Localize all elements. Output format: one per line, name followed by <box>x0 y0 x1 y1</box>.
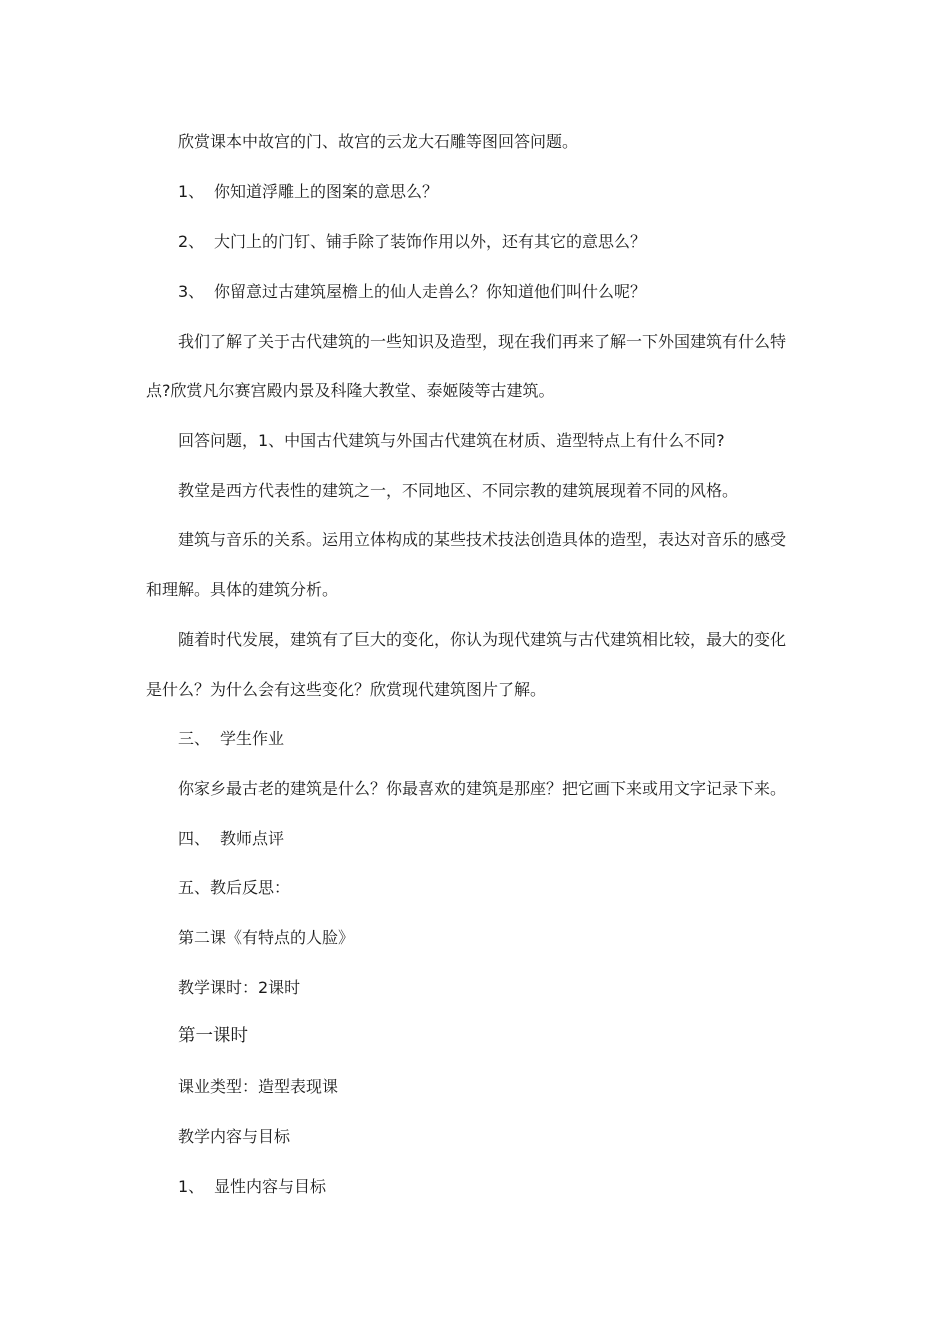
section-title: 学生作业 <box>220 729 285 748</box>
paragraph-music-line2: 和理解。具体的建筑分析。 <box>146 580 339 599</box>
paragraph-intro: 欣赏课本中故宫的门、故宫的云龙大石雕等图回答问题。 <box>178 132 579 151</box>
section-number: 四、 <box>178 829 211 848</box>
section-student-homework <box>178 729 284 749</box>
paragraph-modern-line2: 是什么？为什么会有这些变化？欣赏现代建筑图片了解。 <box>146 680 547 699</box>
paragraph-music-line1: 建筑与音乐的关系。运用立体构成的某些技术技法创造具体的造型，表达对音乐的感受 <box>178 530 787 549</box>
explicit-content-item <box>178 1177 326 1197</box>
lesson-hours: 教学课时：2课时 <box>178 978 301 997</box>
paragraph-answer-question: 回答问题，1、中国古代建筑与外国古代建筑在材质、造型特点上有什么不同? <box>178 431 725 450</box>
paragraph-foreign-architecture-line1: 我们了解了关于古代建筑的一些知识及造型，现在我们再来了解一下外国建筑有什么特 <box>178 332 787 351</box>
section-title: 教师点评 <box>220 829 285 848</box>
question-number: 1、 <box>178 182 205 201</box>
lesson-title: 第二课《有特点的人脸》 <box>178 928 355 947</box>
question-number: 3、 <box>178 282 205 301</box>
section-teacher-review <box>178 829 284 849</box>
section-reflection: 五、教后反思： <box>178 878 291 897</box>
item-text: 显性内容与目标 <box>214 1177 327 1196</box>
paragraph-foreign-architecture-line2: 点?欣赏凡尔赛宫殿内景及科隆大教堂、泰姬陵等古建筑。 <box>146 381 555 400</box>
content-and-goals-heading: 教学内容与目标 <box>178 1127 291 1146</box>
question-1 <box>178 182 438 202</box>
period-heading: 第一课时 <box>178 1026 248 1046</box>
lesson-type: 课业类型：造型表现课 <box>178 1077 339 1096</box>
item-number: 1、 <box>178 1177 205 1196</box>
question-number: 2、 <box>178 232 205 251</box>
paragraph-modern-line1: 随着时代发展，建筑有了巨大的变化，你认为现代建筑与古代建筑相比较，最大的变化 <box>178 630 787 649</box>
question-text: 你留意过古建筑屋檐上的仙人走兽么？你知道他们叫什么呢？ <box>214 282 647 301</box>
question-3 <box>178 282 646 302</box>
paragraph-church: 教堂是西方代表性的建筑之一，不同地区、不同宗教的建筑展现着不同的风格。 <box>178 481 739 500</box>
question-2 <box>178 232 646 252</box>
section-number: 三、 <box>178 729 211 748</box>
paragraph-homework: 你家乡最古老的建筑是什么？你最喜欢的建筑是那座？把它画下来或用文字记录下来。 <box>178 779 787 798</box>
question-text: 大门上的门钉、铺手除了装饰作用以外，还有其它的意思么？ <box>214 232 647 251</box>
question-text: 你知道浮雕上的图案的意思么？ <box>214 182 439 201</box>
